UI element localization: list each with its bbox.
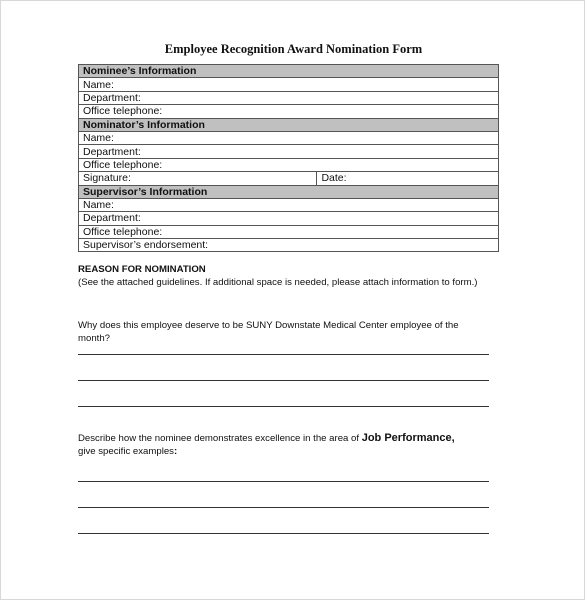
supervisor-section-header <box>79 185 499 198</box>
supervisor-telephone-row <box>79 225 499 238</box>
supervisor-department-field[interactable]: Department: <box>79 212 499 225</box>
nominee-department-field[interactable]: Department: <box>79 91 499 104</box>
nominator-telephone-row <box>79 158 499 171</box>
supervisor-endorsement-field[interactable]: Supervisor’s endorsement: <box>79 239 499 252</box>
nominator-department-field[interactable]: Department: <box>79 145 499 158</box>
nominator-header-label: Nominator’s Information <box>79 118 499 131</box>
nominee-section-header <box>79 65 499 78</box>
nominator-signature-field[interactable]: Signature: <box>79 172 317 185</box>
nominee-telephone-row <box>79 105 499 118</box>
reason-note: (See the attached guidelines. If additional space is needed, please attach information to form.) <box>78 277 478 288</box>
question-2-prefix: Describe how the nominee demonstrates excellence in the area of <box>78 433 362 444</box>
nominee-telephone-field[interactable]: Office telephone: <box>79 105 499 118</box>
nominator-name-field[interactable]: Name: <box>79 131 499 144</box>
supervisor-department-row <box>79 212 499 225</box>
reason-section <box>78 263 493 289</box>
answer-2-line-1[interactable] <box>78 481 489 482</box>
nomination-info-table <box>78 64 499 252</box>
answer-1-line-3[interactable] <box>78 406 489 407</box>
supervisor-name-row <box>79 198 499 211</box>
question-2-suffix: give specific examples <box>78 446 174 457</box>
supervisor-header-label: Supervisor’s Information <box>79 185 499 198</box>
question-2-colon: : <box>173 446 178 457</box>
answer-2-line-2[interactable] <box>78 507 489 508</box>
reason-heading: REASON FOR NOMINATION <box>78 264 206 275</box>
nominator-section-header <box>79 118 499 131</box>
nominator-date-field[interactable]: Date: <box>317 172 499 185</box>
supervisor-name-field[interactable]: Name: <box>79 198 499 211</box>
answer-2-line-3[interactable] <box>78 533 489 534</box>
nominator-department-row <box>79 145 499 158</box>
supervisor-telephone-field[interactable]: Office telephone: <box>79 225 499 238</box>
question-2-text <box>78 432 493 458</box>
nominator-telephone-field[interactable]: Office telephone: <box>79 158 499 171</box>
question-1-text: Why does this employee deserve to be SUNY Downstate Medical Center employee of the month? <box>78 320 459 344</box>
form-title: Employee Recognition Award Nomination Form <box>164 42 423 56</box>
nominator-signature-row <box>79 172 499 185</box>
answer-1-line-1[interactable] <box>78 354 489 355</box>
nominee-name-row <box>79 78 499 91</box>
answer-1-line-2[interactable] <box>78 380 489 381</box>
nominee-name-field[interactable]: Name: <box>79 78 499 91</box>
supervisor-endorsement-row <box>79 239 499 252</box>
nominee-department-row <box>79 91 499 104</box>
question-2-emphasis: Job Performance, <box>361 432 455 444</box>
nominee-header-label: Nominee’s Information <box>79 65 499 78</box>
nominator-name-row <box>79 131 499 144</box>
